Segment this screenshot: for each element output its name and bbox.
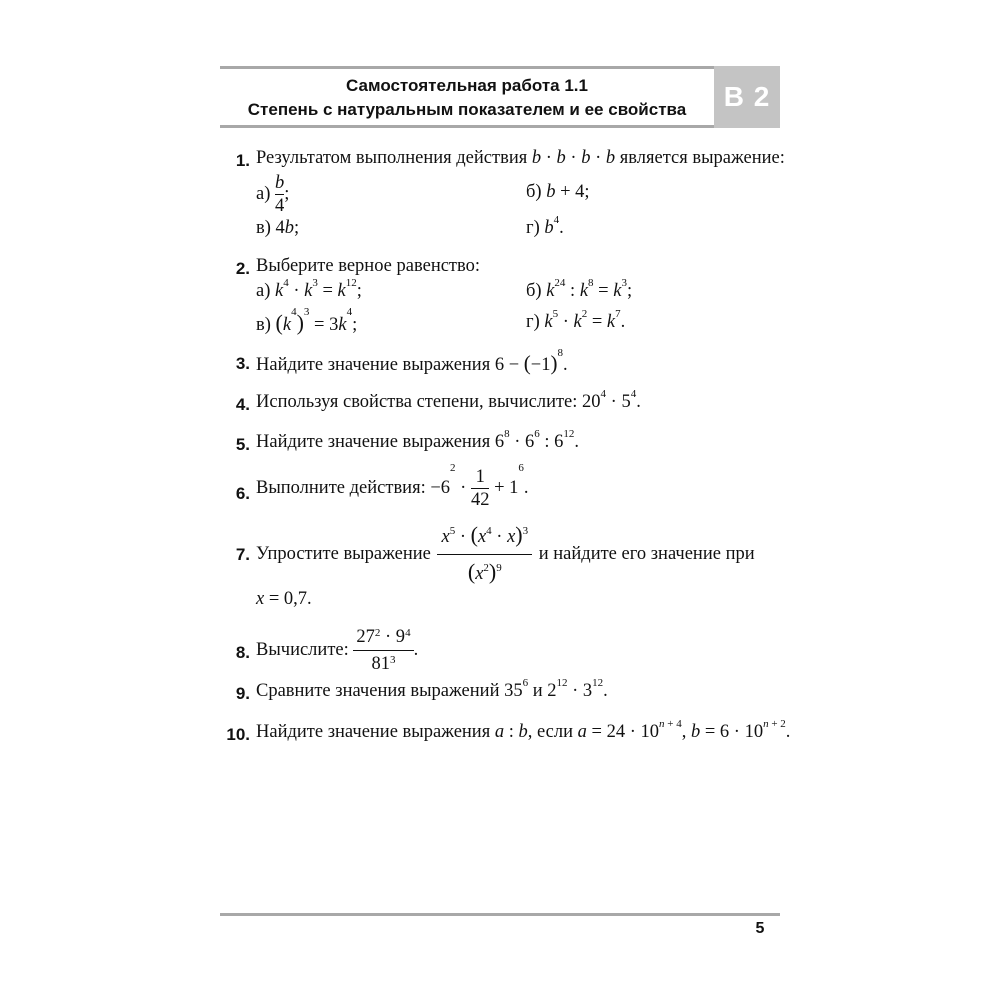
task-number: 4.	[235, 395, 250, 414]
task-2-option-a: а) $k^4 \cdot k^3 = k^{12}$;	[256, 277, 362, 301]
task-number: 2.	[235, 259, 250, 278]
task-number: 7.	[235, 545, 250, 564]
task-2-option-d: г) $k^5 \cdot k^2 = k^7$.	[526, 308, 626, 332]
task-text: Найдите значение выражения	[256, 355, 491, 375]
task-7-continuation: x = 0,7.	[256, 589, 312, 609]
section-header	[220, 66, 780, 128]
header-title-line2: Степень с натуральным показателем и ее свойства	[247, 100, 687, 119]
fraction: $\frac{1}{42}$	[470, 467, 490, 510]
task-text: Вычислите:	[256, 639, 349, 660]
task-text: Сравните значения выражений	[256, 681, 500, 701]
task-suffix: и найдите его значение при	[538, 543, 755, 564]
task-number: 3.	[235, 354, 250, 373]
task-1-option-c: в) 4b;	[256, 218, 300, 238]
task-2-text: Выберите верное равенство:	[256, 256, 481, 276]
fraction: $\frac{b}{4}$	[275, 173, 285, 216]
variant-badge: В 2	[714, 66, 780, 128]
task-text: Найдите значение выражения	[256, 432, 491, 452]
task-2-option-c: в) $(k^4)^3 = 3k^4$;	[256, 306, 358, 335]
page-number: 5	[755, 920, 765, 937]
task-8-text: Вычислите: $\frac{27^2 \cdot 9^4}{81^3}$ .	[256, 624, 418, 677]
task-1-option-d: г) $b^4$.	[526, 214, 564, 238]
task-text: Выполните действия:	[256, 477, 426, 498]
task-number: 6.	[235, 484, 250, 503]
task-suffix: является выражение:	[619, 148, 785, 168]
task-text: Используя свойства степени, вычислите:	[256, 392, 578, 412]
fraction: $\frac{x^5 \cdot (x^4 \cdot x)^3}{(x^2)^9}$	[437, 518, 532, 591]
header-title	[220, 74, 714, 122]
task-text: Найдите значение выражения	[256, 722, 491, 742]
footer-rule	[220, 913, 780, 916]
task-number: 1.	[235, 151, 250, 170]
header-bottom-rule	[220, 125, 780, 128]
task-number: 9.	[235, 684, 250, 703]
task-number: 10.	[226, 725, 250, 744]
task-2-option-b: б) $k^{24}$ : $k^8 = k^3$;	[526, 277, 633, 301]
task-4-text: Используя свойства степени, вычислите: $20^4 \cdot 5^4$.	[256, 388, 641, 412]
task-text: Упростите выражение	[256, 543, 431, 564]
task-1-option-b: б) b + 4;	[526, 182, 590, 202]
task-number: 5.	[235, 435, 250, 454]
task-10-text: Найдите значение выражения a : b, если $a = 24 \cdot 10^{n + 4}$, $b = 6 \cdot 10^{n + 2}$.	[256, 718, 791, 742]
header-title-line1: Самостоятельная работа 1.1	[346, 76, 588, 95]
task-text: Результатом выполнения действия	[256, 148, 528, 168]
task-3-text: Найдите значение выражения $6 - (-1)^8$.	[256, 347, 568, 375]
task-1-option-a: а) $\frac{b}{4}$ ;	[256, 173, 290, 216]
task-number: 8.	[235, 643, 250, 662]
task-9-text: Сравните значения выражений $35^6$ и $2^{12} \cdot 3^{12}$.	[256, 677, 608, 701]
task-7-text	[256, 518, 755, 591]
task-1-text: Результатом выполнения действия b · b · b · b является выражение:	[256, 148, 785, 168]
fraction: $\frac{27^2 \cdot 9^4}{81^3}$	[353, 624, 413, 677]
task-5-text: Найдите значение выражения $6^8 \cdot 6^6$ : $6^{12}$.	[256, 428, 580, 452]
header-top-rule	[220, 66, 780, 69]
task-6-text: Выполните действия: $-6^2$ · $\frac{1}{42}$ + $1^6$.	[256, 462, 529, 510]
